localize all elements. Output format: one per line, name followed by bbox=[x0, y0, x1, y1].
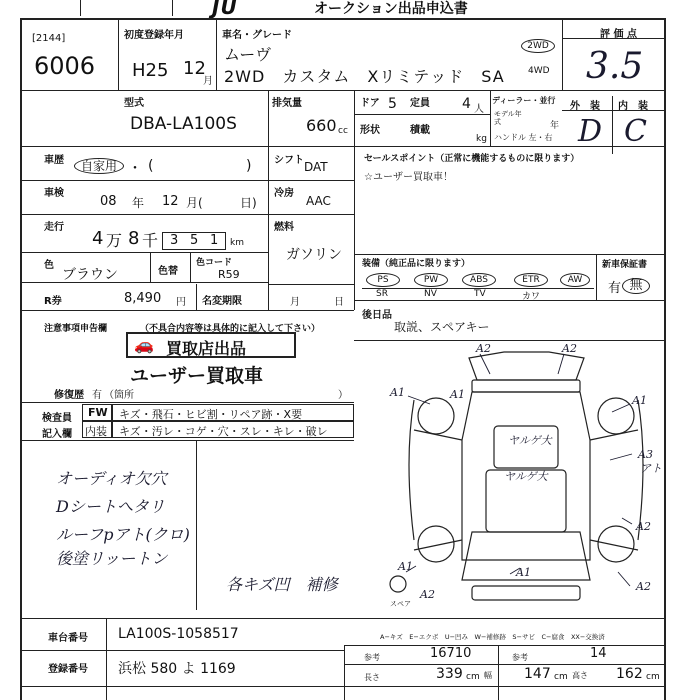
inspection-year: 08 bbox=[100, 194, 117, 209]
recycle-value: 8,490 bbox=[124, 291, 162, 306]
equip-tv: TV bbox=[474, 289, 486, 299]
inspection-day-unit: 日) bbox=[240, 196, 257, 210]
name-change-label: 名変期限 bbox=[202, 296, 242, 307]
inspector-fw-cell bbox=[82, 404, 112, 421]
color-repaint-label: 色替 bbox=[158, 266, 178, 277]
fw-label: FW bbox=[88, 406, 108, 419]
chassis-number: LA100S-1058517 bbox=[118, 626, 239, 642]
first-registration-label: 初度登録年月 bbox=[124, 30, 184, 41]
plate-label: 登録番号 bbox=[48, 664, 88, 675]
doors-value: 5 bbox=[388, 96, 397, 112]
color-code-label: 色コード bbox=[196, 258, 233, 268]
roof-note: ヤルゲ大 bbox=[508, 434, 552, 447]
registration-year: H25 bbox=[132, 60, 169, 81]
length-value: 339 bbox=[436, 666, 463, 682]
header-logo-box bbox=[206, 0, 260, 19]
equip-etr bbox=[514, 273, 548, 287]
width-label: 幅 bbox=[484, 671, 492, 680]
model-grade: 2WD カスタム Xリミテッド SA bbox=[224, 67, 505, 86]
score-label: 評 価 点 bbox=[600, 29, 637, 40]
repair-history-label: 修復歴 bbox=[54, 390, 84, 401]
note-1: オーディオ欠穴 bbox=[56, 469, 167, 488]
capacity-value: 4 bbox=[462, 96, 471, 112]
equip-ps bbox=[366, 273, 400, 287]
damage-mark: A2 bbox=[420, 588, 435, 601]
displacement-unit: cc bbox=[338, 126, 348, 136]
recycle-unit: 円 bbox=[176, 297, 186, 308]
repair-history-place: （箇所 bbox=[104, 390, 134, 401]
lot-number: 6006 bbox=[34, 52, 96, 80]
ref1-value: 16710 bbox=[430, 646, 472, 661]
registration-month-unit: 月 bbox=[203, 76, 213, 87]
model-year-unit: 年 bbox=[550, 121, 560, 131]
notes-hint: （不具合内容等は具体的に記入して下さい） bbox=[140, 324, 321, 334]
note-2: Dシートへタリ bbox=[56, 497, 165, 516]
rear-items-label: 後日品 bbox=[362, 310, 392, 321]
history-value: 自家用 bbox=[80, 159, 117, 173]
drive-4wd: 4WD bbox=[528, 66, 550, 76]
repair-history-close: ） bbox=[338, 390, 348, 401]
color-value: ブラウン bbox=[62, 267, 118, 283]
damage-mark: A2 bbox=[476, 342, 491, 355]
height-label: 高さ bbox=[572, 671, 588, 680]
mileage-label: 走行 bbox=[44, 222, 64, 233]
history-label: 車歴 bbox=[44, 155, 64, 166]
repair-history-yes: 有 bbox=[92, 390, 102, 401]
dealer-label: ディーラー・並行 bbox=[492, 96, 556, 105]
equip-etr-label: ETR bbox=[522, 275, 540, 285]
name-change-day: 日 bbox=[334, 297, 344, 308]
equip-nv: NV bbox=[424, 289, 437, 299]
history-circle bbox=[74, 158, 124, 174]
length-label: 長さ bbox=[364, 673, 380, 682]
inspection-label: 車検 bbox=[44, 188, 64, 199]
equip-abs bbox=[462, 273, 496, 287]
mileage-sen-unit: 千 bbox=[142, 231, 159, 250]
lot-small-number: [2144] bbox=[32, 33, 66, 44]
registration-month: 12 bbox=[183, 58, 206, 79]
ref2-label: 参考 bbox=[512, 653, 528, 662]
score-value: 3.5 bbox=[586, 46, 644, 87]
note-5: 各キズ凹 補修 bbox=[226, 575, 338, 594]
damage-mark: A3 bbox=[638, 448, 653, 461]
aircon-value: AAC bbox=[306, 194, 331, 208]
manual-no-circle bbox=[622, 278, 650, 294]
mileage-man-unit: 万 bbox=[106, 231, 123, 250]
spare-tire-label: スペア bbox=[390, 600, 411, 608]
body-note: ヤルゲ大 bbox=[504, 470, 548, 483]
equipment-label: 装備（純正品に限ります） bbox=[362, 259, 471, 269]
model-name-label: 車名・グレード bbox=[222, 30, 292, 41]
sales-point-label: セールスポイント（正常に機能するものに限ります） bbox=[364, 154, 580, 164]
model-code-label: 型式 bbox=[124, 98, 144, 109]
fuel-label: 燃料 bbox=[274, 222, 294, 233]
model-code: DBA-LA100S bbox=[130, 114, 237, 134]
equip-pw-label: PW bbox=[423, 275, 439, 285]
width-value: 147 bbox=[524, 666, 551, 682]
load-label: 積載 bbox=[410, 125, 430, 136]
interior-grade: C bbox=[624, 114, 647, 149]
int-items: キズ・汚レ・コゲ・穴・スレ・キレ・破レ bbox=[119, 425, 328, 438]
shift-label: シフト bbox=[274, 155, 304, 166]
shape-label: 形状 bbox=[360, 125, 380, 136]
width-unit: cm bbox=[554, 672, 568, 682]
mileage-unit: km bbox=[230, 238, 244, 248]
entry-label: 記入欄 bbox=[42, 429, 72, 440]
damage-mark: A2 bbox=[562, 342, 577, 355]
mileage-digit-1: 3 bbox=[170, 233, 179, 248]
fuel-value: ガソリン bbox=[286, 247, 342, 263]
recycle-label: R券 bbox=[44, 296, 62, 307]
mileage-man: 4 bbox=[92, 228, 104, 249]
car-damage-diagram bbox=[354, 340, 664, 610]
car-stamp-icon: 🚗 bbox=[134, 335, 154, 354]
damage-mark: A1 bbox=[398, 560, 413, 573]
damage-mark: A1 bbox=[516, 566, 531, 579]
mileage-digit-3: 1 bbox=[210, 233, 219, 248]
handle-label: ハンドル 左・右 bbox=[494, 133, 553, 142]
damage-mark: A2 bbox=[636, 580, 651, 593]
equip-pw bbox=[414, 273, 448, 287]
inspection-month: 12 bbox=[162, 194, 179, 209]
displacement-label: 排気量 bbox=[272, 98, 302, 109]
stamp-buyer-store-box bbox=[126, 332, 296, 358]
form-title: オークション出品申込書 bbox=[314, 1, 468, 17]
height-value: 162 bbox=[616, 666, 643, 682]
interior-label: 内 装 bbox=[618, 101, 648, 112]
equip-abs-label: ABS bbox=[470, 275, 488, 285]
capacity-label: 定員 bbox=[410, 98, 430, 109]
equip-leather: カワ bbox=[522, 292, 541, 302]
inspector-ext-items-cell bbox=[112, 404, 354, 421]
note-4: 後塗リッートン bbox=[56, 549, 168, 568]
notes-label: 注意事項申告欄 bbox=[44, 324, 108, 334]
model-year-label: モデル年式 bbox=[494, 110, 522, 126]
side-note: アト bbox=[640, 462, 662, 475]
capacity-unit: 人 bbox=[474, 104, 484, 115]
history-paren-open: ( bbox=[148, 158, 154, 174]
exterior-grade: D bbox=[578, 114, 603, 149]
inspector-label: 検査員 bbox=[42, 413, 72, 424]
color-code: R59 bbox=[218, 268, 240, 281]
stamp-user-purchase: ユーザー買取車 bbox=[130, 365, 264, 387]
inspector-in-cell bbox=[82, 421, 112, 438]
history-paren-close: ) bbox=[246, 158, 252, 174]
ext-items: キズ・飛石・ヒビ割・リペア跡・X要 bbox=[119, 408, 303, 421]
height-unit: cm bbox=[646, 672, 660, 682]
inspector-int-items-cell bbox=[112, 421, 354, 438]
inspection-month-unit: 月( bbox=[186, 196, 203, 210]
note-3: ルーフpアト(クロ) bbox=[56, 525, 190, 544]
mileage-sen: 8 bbox=[128, 228, 140, 249]
exterior-label: 外 装 bbox=[570, 101, 600, 112]
inspection-year-unit: 年 bbox=[132, 196, 145, 210]
damage-mark: A2 bbox=[636, 520, 651, 533]
rear-items-value: 取説、スペアキー bbox=[394, 320, 490, 334]
load-unit: kg bbox=[476, 134, 487, 144]
drive-2wd: 2WD bbox=[527, 41, 549, 51]
plate-number: 浜松 580 よ 1169 bbox=[118, 661, 236, 677]
model-name: ムーヴ bbox=[224, 45, 272, 64]
aircon-label: 冷房 bbox=[274, 188, 294, 199]
ref1-label: 参考 bbox=[364, 653, 380, 662]
manual-yes: 有 bbox=[608, 281, 622, 296]
stamp-buyer-store: 買取店出品 bbox=[166, 339, 247, 358]
name-change-month: 月 bbox=[290, 297, 300, 308]
damage-legend: A−キズ E−エクボ U−凹み W−補修跡 S−サビ C−腐食 XX−交換済 bbox=[380, 633, 605, 641]
history-dot: ・ bbox=[128, 161, 142, 177]
sales-point-line1: ☆ユーザー買取車！ bbox=[364, 172, 453, 183]
length-unit: cm bbox=[466, 672, 480, 682]
color-label: 色 bbox=[44, 260, 54, 271]
equip-sr: SR bbox=[376, 289, 388, 299]
damage-mark: A1 bbox=[390, 386, 405, 399]
ref2-value: 14 bbox=[590, 646, 607, 661]
equip-aw-label: AW bbox=[567, 275, 583, 285]
mileage-digit-2: 5 bbox=[190, 233, 199, 248]
displacement-value: 660 bbox=[306, 116, 337, 135]
damage-mark: A1 bbox=[632, 394, 647, 407]
ju-logo: JU bbox=[212, 0, 238, 19]
equip-aw bbox=[560, 273, 590, 287]
equip-ps-label: PS bbox=[377, 275, 389, 285]
damage-mark: A1 bbox=[450, 388, 465, 401]
drive-2wd-circle bbox=[521, 39, 555, 53]
chassis-label: 車台番号 bbox=[48, 633, 88, 644]
manual-label: 新車保証書 bbox=[602, 260, 648, 270]
manual-no: 無 bbox=[629, 278, 643, 293]
interior-label-short: 内装 bbox=[85, 425, 107, 438]
doors-label: ドア bbox=[360, 98, 380, 109]
shift-value: DAT bbox=[304, 160, 328, 174]
